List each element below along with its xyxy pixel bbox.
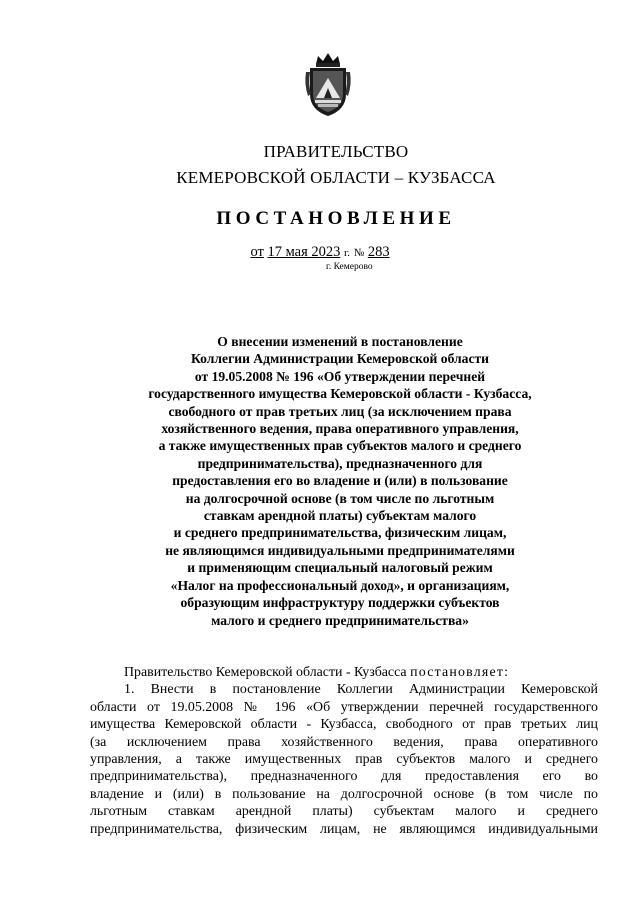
decree-title: ПОСТАНОВЛЕНИЕ (216, 208, 456, 229)
intro-text: Правительство Кемеровской области - Кузбасса (124, 665, 407, 680)
subject-line: малого и среднего предпринимательства» (211, 612, 469, 628)
body-line: управления, а также имущественных прав субъектов малого и среднего (90, 752, 598, 768)
decree-date: 17 мая 2023 (267, 244, 341, 260)
subject-line: свободного от прав третьих лиц (за исключением права (168, 403, 512, 419)
date-prefix: от (250, 244, 264, 260)
government-name-line-1: ПРАВИТЕЛЬСТВО (263, 142, 409, 161)
body-line: льготным ставкам арендной платы) субъектам малого и среднего (90, 804, 598, 820)
subject-line: предоставления его во владение и (или) в пользование (172, 473, 508, 489)
subject-line: Коллегии Администрации Кемеровской области (190, 351, 490, 367)
subject-line: от 19.05.2008 № 196 «Об утверждении перечней (194, 368, 486, 384)
body-line: области от 19.05.2008 № 196 «Об утверждении перечней государственного (90, 699, 598, 715)
government-name-line-2: КЕМЕРОВСКОЙ ОБЛАСТИ – КУЗБАССА (176, 168, 496, 187)
subject-line: а также имущественных прав субъектов малого и среднего (158, 438, 522, 454)
decree-body (90, 664, 598, 838)
subject-line: образующим инфраструктуру поддержки субъектов (180, 595, 500, 611)
subject-line: ставкам арендной платы) субъектам малого (203, 508, 477, 524)
year-suffix: г. (344, 247, 351, 259)
subject-line: и среднего предпринимательства, физическим лицам, (173, 525, 507, 541)
intro-verb: постановляет: (410, 665, 510, 680)
body-line: предпринимательства), предназначенного для предоставления его во (90, 769, 598, 785)
subject-line: О внесении изменений в постановление (217, 334, 463, 349)
subject-line: не являющимся индивидуальными предпринимателями (165, 542, 515, 558)
body-line: (за исключением права хозяйственного ведения, права оперативного (90, 734, 598, 750)
coat-of-arms-icon (302, 50, 354, 118)
body-line: предпринимательства, физическим лицам, не являющимся индивидуальными (90, 821, 598, 837)
number-sign: № (353, 247, 365, 259)
subject-line: «Налог на профессиональный доход», и организациям, (170, 577, 510, 593)
subject-line: хозяйственного ведения, права оперативного управления, (161, 421, 519, 437)
decree-subject (110, 333, 570, 629)
body-line: имущества Кемеровской области - Кузбасса, свободного от прав третьих лиц (90, 717, 598, 733)
subject-line: и применяющим специальный налоговый режим (187, 560, 493, 576)
body-line: 1. Внести в постановление Коллегии Администрации Кемеровской (124, 682, 598, 698)
subject-line: предпринимательства), предназначенного для (197, 455, 483, 471)
decree-date-line (0, 244, 640, 261)
body-line: владение и (или) в пользование на долгосрочной основе (в том числе по (90, 786, 598, 802)
subject-line: на долгосрочной основе (в том числе по льготным (185, 490, 495, 506)
decree-number: 283 (367, 244, 390, 260)
subject-line: государственного имущества Кемеровской области - Кузбасса, (148, 386, 532, 402)
decree-place: г. Кемерово (326, 262, 373, 272)
body-intro (90, 664, 598, 681)
